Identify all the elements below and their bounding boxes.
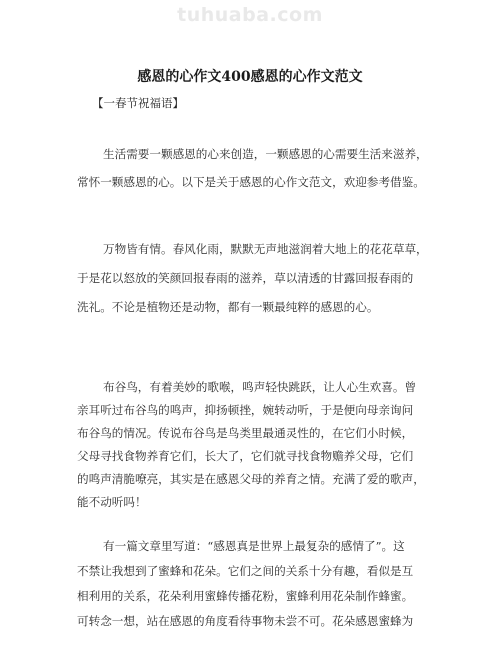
paragraph-line: 布谷鸟，有着美妙的歌喉，鸣声轻快跳跃，让人心生欢喜。曾 (103, 380, 417, 394)
paragraph-line: 有一篇文章里写道：“感恩真是世界上最复杂的感情了”。这 (103, 539, 405, 553)
paragraph-line: 洗礼。不论是植物还是动物，都有一颗最纯粹的感恩的心。 (77, 300, 379, 314)
paragraph-line: 的鸣声清脆嘹亮，其实是在感恩父母的养育之情。充满了爱的歌声， (77, 472, 425, 486)
paragraph-line: 生活需要一颗感恩的心来创造，一颗感恩的心需要生活来滋养， (103, 147, 428, 161)
document-title: 感恩的心作文400感恩的心作文范文 (137, 69, 363, 85)
paragraph-line: 可转念一想，站在感恩的角度看待事物未尝不可。花朵感恩蜜蜂为 (77, 614, 414, 628)
paragraph-line: 相利用的关系，花朵利用蜜蜂传播花粉，蜜蜂利用花朵制作蜂蜜。 (77, 589, 414, 603)
paragraph-line: 万物皆有情。春风化雨，默默无声地滋润着大地上的花花草草， (103, 242, 428, 256)
paragraph-line: 于是花以怒放的笑颜回报春雨的滋养，草以清透的甘露回报春雨的 (77, 271, 414, 285)
watermark: tuhuaba.com (177, 4, 323, 26)
paragraph-line: 亲耳听过布谷鸟的鸣声，抑扬顿挫，婉转动听，于是便向母亲询问 (77, 403, 414, 417)
paragraph-line: 常怀一颗感恩的心。以下是关于感恩的心作文范文，欢迎参考借鉴。 (77, 175, 425, 189)
paragraph-line: 布谷鸟的情况。传说布谷鸟是鸟类里最通灵性的，在它们小时候， (77, 426, 414, 440)
paragraph-line: 不禁让我想到了蜜蜂和花朵。它们之间的关系十分有趣，看似是互 (77, 564, 414, 578)
paragraph-line: 父母寻找食物养育它们，长大了，它们就寻找食物赡养父母，它们 (77, 449, 414, 463)
paragraph-line: 能不动听吗！ (77, 495, 147, 509)
subtitle: 【一春节祝福语】 (92, 96, 184, 110)
